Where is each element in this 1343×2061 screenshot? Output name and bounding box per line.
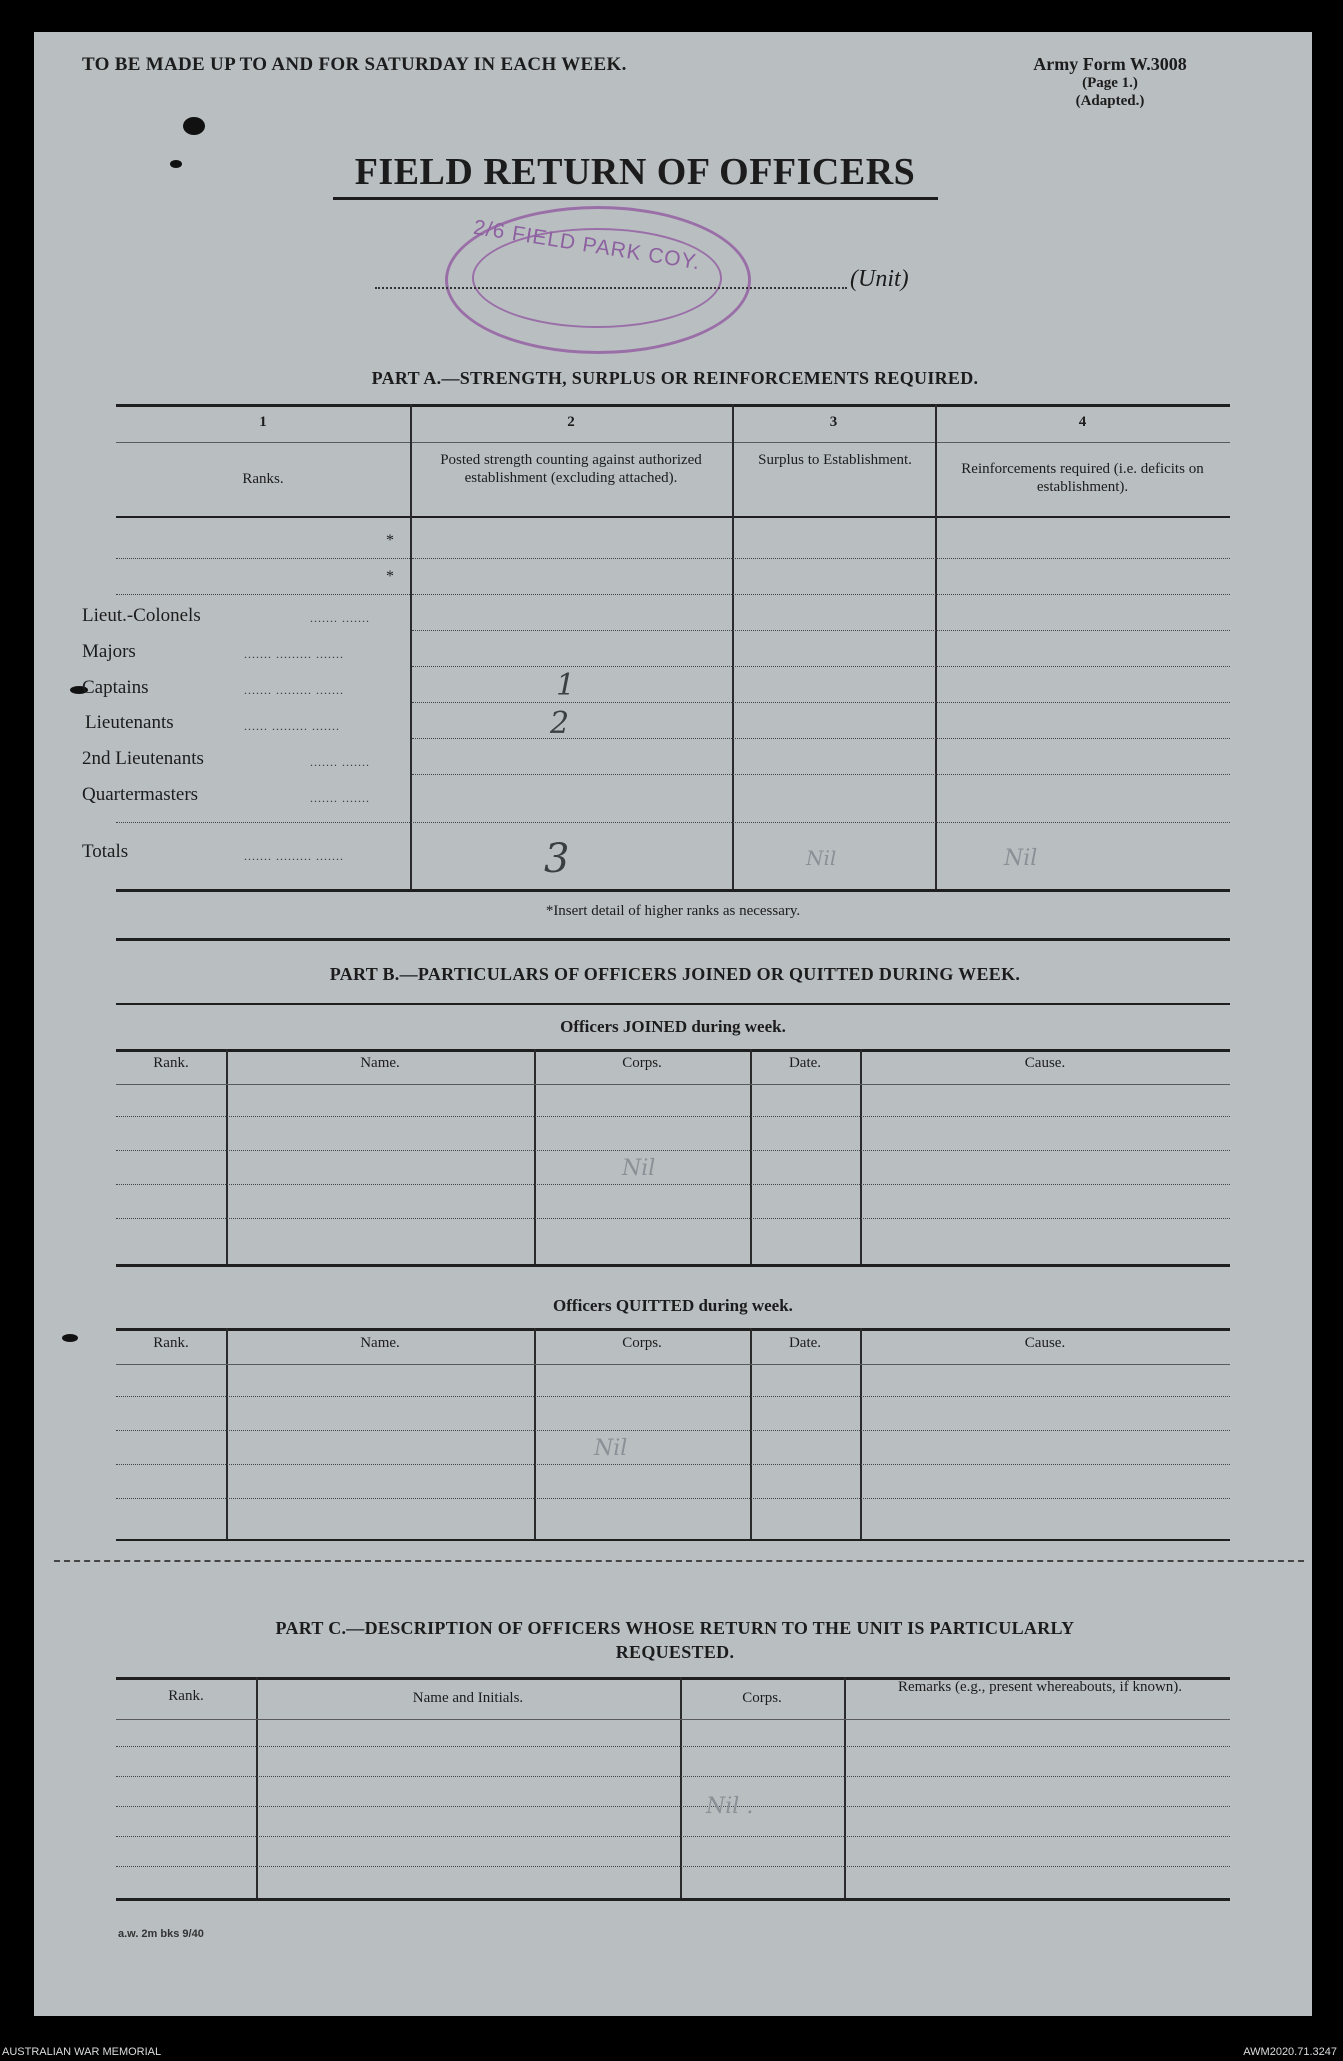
row-line (412, 630, 1230, 631)
page-number: (Page 1.) (1082, 75, 1138, 91)
row-line (412, 594, 1230, 595)
row-line (116, 1498, 1230, 1499)
col-divider (860, 1328, 862, 1540)
row-line (116, 1430, 1230, 1431)
th-rank: Rank. (153, 1055, 189, 1071)
part-b-heading: PART B.—PARTICULARS OF OFFICERS JOINED OR QUITTED DURING WEEK. (329, 964, 1021, 984)
joined-title: Officers JOINED during week. (560, 1017, 786, 1036)
col-header-reinforcements: Reinforcements required (i.e. deficits on establishment). (961, 461, 1204, 495)
tear-line (54, 1560, 1304, 1562)
col-divider (750, 1049, 752, 1264)
title-underline (333, 197, 938, 200)
part-c-heading-line1: PART C.—DESCRIPTION OF OFFICERS WHOSE RETURN TO THE UNIT IS PARTICULARLY (275, 1618, 1075, 1638)
row-line (116, 1806, 1230, 1807)
col-number: 3 (829, 414, 838, 430)
punch-hole (62, 1334, 78, 1342)
rule (116, 1003, 1230, 1005)
page-title: FIELD RETURN OF OFFICERS (354, 151, 916, 193)
totals-label: Totals (82, 841, 129, 862)
col-header-surplus: Surplus to Establishment. (758, 452, 912, 468)
part-c-heading (120, 1616, 1230, 1664)
totals-surplus-value: Nil (806, 846, 837, 870)
row-line (412, 738, 1230, 739)
row-line (412, 558, 1230, 559)
th-rank: Rank. (168, 1688, 204, 1704)
totals-reinforcements-value: Nil (1004, 846, 1038, 871)
rule (116, 1719, 1230, 1720)
adapted-note: (Adapted.) (1075, 93, 1145, 109)
rule (116, 1049, 1230, 1052)
row-line (116, 1836, 1230, 1837)
rank-label: Majors (82, 641, 136, 662)
star-mark: * (386, 532, 394, 549)
part-a-heading: PART A.—STRENGTH, SURPLUS OR REINFORCEMENTS REQUIRED. (371, 368, 979, 388)
rule (116, 1539, 1230, 1541)
printer-code: a.w. 2m bks 9/40 (118, 1928, 204, 1940)
col-header-posted: Posted strength counting against authorized establishment (excluding attached). (440, 452, 702, 486)
table-a-bottom-rule (116, 889, 1230, 892)
rule (116, 516, 1230, 518)
col-divider (534, 1328, 536, 1540)
row-line (116, 558, 410, 559)
th-cause: Cause. (1024, 1055, 1066, 1071)
th-cause: Cause. (1024, 1335, 1066, 1351)
rank-label: Captains (82, 677, 149, 698)
row-line (116, 594, 410, 595)
col-divider (226, 1328, 228, 1540)
rank-label: Lieutenants (85, 712, 174, 733)
row-line (116, 1150, 1230, 1151)
th-corps: Corps. (622, 1335, 662, 1351)
th-corps: Corps. (622, 1055, 662, 1071)
ink-spot (170, 160, 182, 168)
unit-field[interactable] (375, 287, 847, 289)
form-number: Army Form W.3008 (1033, 54, 1187, 74)
col-number: 4 (1078, 414, 1087, 430)
joined-entry: Nil (622, 1156, 656, 1181)
rule (116, 1328, 1230, 1331)
col-divider (534, 1049, 536, 1264)
col-number: 2 (567, 414, 575, 430)
th-rank: Rank. (153, 1335, 189, 1351)
table-a-top-rule (116, 404, 1230, 407)
row-line (116, 1218, 1230, 1219)
row-line (412, 702, 1230, 703)
form-identifier (995, 54, 1225, 110)
col-divider (860, 1049, 862, 1264)
unit-label: (Unit) (850, 266, 909, 292)
row-line (116, 1184, 1230, 1185)
rule (116, 938, 1230, 941)
part-c-entry: Nil . (706, 1794, 754, 1819)
row-line (116, 1396, 1230, 1397)
row-line (116, 1746, 1230, 1747)
col-header-ranks: Ranks. (242, 471, 284, 487)
stamp-text: 2/6 FIELD PARK COY. (471, 215, 703, 275)
rule (116, 1264, 1230, 1267)
th-name-initials: Name and Initials. (412, 1690, 524, 1706)
th-corps: Corps. (742, 1690, 782, 1706)
row-line (412, 774, 1230, 775)
col-divider (732, 404, 734, 889)
captains-posted-value: 1 (556, 668, 576, 703)
rank-label: Lieut.-Colonels (82, 605, 201, 626)
footnote: *Insert detail of higher ranks as necessary. (545, 903, 801, 919)
part-c-heading-line2: REQUESTED. (615, 1642, 735, 1662)
col-divider (226, 1049, 228, 1264)
quitted-title: Officers QUITTED during week. (553, 1296, 793, 1315)
row-line (412, 666, 1230, 667)
instruction-text: TO BE MADE UP TO AND FOR SATURDAY IN EACH WEEK. (82, 54, 627, 75)
rule (116, 1898, 1230, 1901)
archive-reference: AWM2020.71.3247 (1243, 2046, 1337, 2058)
col-divider (410, 404, 412, 889)
row-line (116, 1464, 1230, 1465)
th-date: Date. (788, 1335, 822, 1351)
rank-label: 2nd Lieutenants (82, 748, 204, 769)
quitted-entry: Nil (594, 1436, 628, 1461)
th-name: Name. (360, 1335, 400, 1351)
row-line (116, 1776, 1230, 1777)
col-number: 1 (259, 414, 267, 430)
row-line (116, 1866, 1230, 1867)
totals-posted-value: 3 (544, 836, 570, 882)
col-divider (750, 1328, 752, 1540)
rule (116, 442, 1230, 443)
lieutenants-posted-value: 2 (550, 706, 570, 741)
row-line (116, 822, 1230, 823)
star-mark: * (386, 568, 394, 585)
archive-name: AUSTRALIAN WAR MEMORIAL (2, 2046, 162, 2058)
rank-label: Quartermasters (82, 784, 199, 805)
ink-spot (183, 117, 205, 135)
th-name: Name. (360, 1055, 400, 1071)
th-remarks: Remarks (e.g., present whereabouts, if known). (897, 1679, 1183, 1695)
th-date: Date. (788, 1055, 822, 1071)
row-line (116, 1116, 1230, 1117)
col-divider (935, 404, 937, 889)
rule (116, 1364, 1230, 1365)
rule (116, 1084, 1230, 1085)
